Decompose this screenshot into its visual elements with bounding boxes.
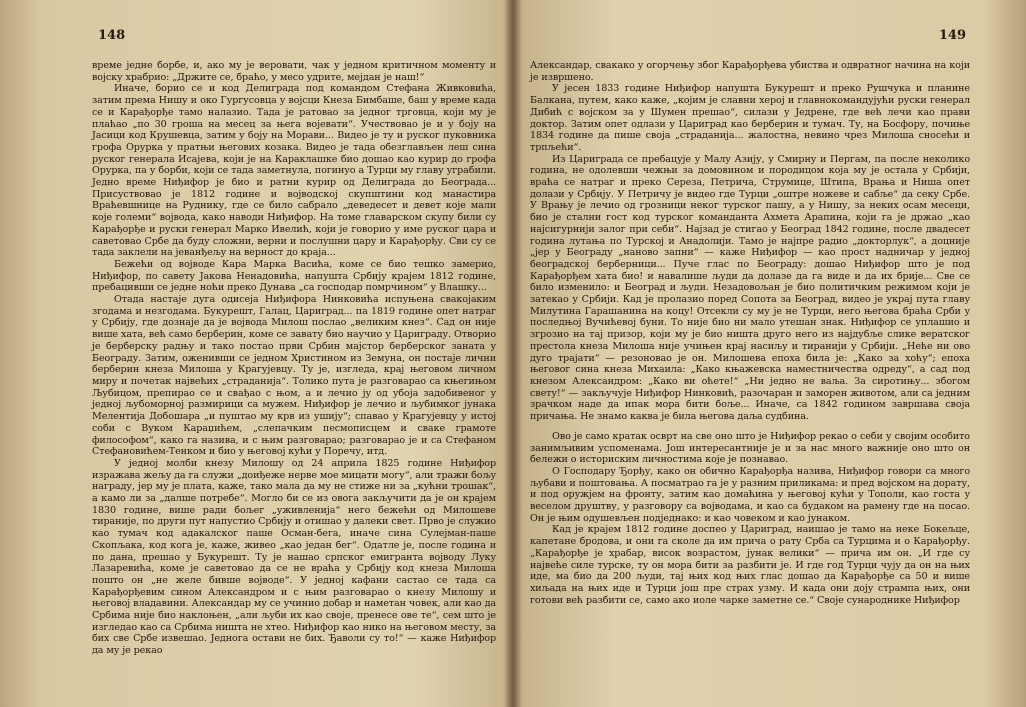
paragraph: У јесен 1833 године Ниђифор напушта Букурешт и преко Рушчука и планине Балкана, путем, како каже, „којим је славни херој и главнокомандујући руски генерал Дибић с војском за у Шумен прешао“, силази у Једрене, где већ лечи као прави доктор. Затим опет одлази у Цариград као берберин и тумач. Ту, на Босфору, почиње 1834 године да пише своја „страданија... жалостна, невино чрез Милоша сносећи и трпљећи“. — [530, 83, 970, 153]
paragraph: Иначе, борио се и код Делиграда под командом Стефана Живковића, затим према Нишу и око Гургусовца у војсци Кнеза Бимбаше, баш у време када се и Карађорђе тамо налазио. Тада је ратовао за једног трговца, који му је плаћао „по 30 гроша на месец за њега војевати“. Учествовао је и у боју на Јасици код Крушевца, затим у бoју на Морави... Видео је ту и руског пуковника грофа Орурка у пратњи његових козака. Видео је тада обезглављен леш сина руског генерала Исајева, који је на Караклашке био дошао као курир до грофа Орурка, па у борби, који се тада заметнула, погинуо а Турци му главу уграбили. Једно време Ниђифор је био и ратни курир од Делиграда до Београда... Присуствовао је 1812 године и војводској скупштини код манастира Враћевшнице на Руднику, где се било сабрало „деведесет и девет које мали које големи“ војвода, како наводи Ниђифор. На томе главарском скупу били су Карађорђе и руски генерал Марко Ивелић, који је говорио у име руског цара и саветовао Србе да буду сложни, верни и послушни цару и Карађорђу. Сви су се тада заклели на јеванђељу на верност до краја... — [92, 83, 496, 259]
left-page — [92, 22, 496, 695]
paragraph: Из Цариграда се пребацује у Малу Азију, у Смирну и Пергам, па после неколико година, не одолевши чежњи за домовином и породицом која му је остала у Србији, враћа се натраг и преко Сереза, Петрича, Струмице, Штипа, Врања и Ниша опет долази у Србију. У Петричу је видео где Турци „оштре ножеве и сабље“ да секу Србе. У Врању је лечио од грозници неког турског пашу, а у Нишу, за неких осам месеци, био је стални гост код турског команданта Ахмета Арапина, који га је држао „као најсигурнији залог при себи“. Најзад је стигао у Београд 1842 године, после двадесет година лутања по Турској и Анадолији. Тамо је најпре радио „докторлук“, а доцније „јер у Београду „наново запни“ — каже Ниђифор — као прост надничар у једној београдској берберници... Пуче глас по Београду: дошао Ниђифор што је под Карађорђем хата био! и навалише људи да долазе да га виде и да их брије... Све се било изменило: и Београд и људи. Незадовољан је био политичким режимом који је затекао у Србији. Кад је пролазио поред Сопота за Београд, видео је украј пута главу Милутина Гарашанина на коцу! Отсекли су му је не Турци, него његова браћа Срби у последњој Вучићевој буни. То није био ни мало утешан знак. Ниђифор се уплашио и згрозио на тај призор, који му је био ништа друго него из најдубље слике вератског престола кнеза Милоша није учињен крај насиљу и тиранији у Србији. „Неће ни ово дуго трајати“ — резоновао је он. Милошева епоха била је: „Како за хоћу“; епоха његовог сина кнеза Михаила: „Како књажевска наместничества одреду“, а сад под кнезом Александром: „Како ви оћете!“ „Ни једно не ваља. За сиротињу... збогом свету!“ — закључује Ниђифор Нинковић, разочаран и заморен животом, али са једним зрачком наде да ипак мора бити боље... Иначе, са 1842 годином завршава своја причања. Не знамо каква је била његова даља судбина. — [530, 153, 970, 423]
right-page-body — [530, 60, 970, 606]
paragraph: У једној молби кнезу Милошу од 24 априла 1825 године Ниђифор изражава жељу да га служи „доиђеже нерве мое мицати могу“, али тражи бољу награду, јер му је плата, каже, тако мала да му не стиже ни за „кућни трошак“, а камо ли за „далше потребе“. Могло би се из овога закључити да је он крајем 1830 године, више ради бољег „уживленија“ него бежећи од Милошеве тираније, по други пут напустио Србију и отишао у далеки свет. Прво је служио као тумач код адакалског паше Осман-бега, иначе сина Сулејман-паше Скопљака, код кога је, каже, живео „као један бег“. Одатле је, после година и по дана, прешао у Букурешт. Ту је нашао српског емигранта војводу Луку Лазаревића, коме је саветовао да се не враћа у Србију код кнеза Милоша пошто он „не желе бивше војводе“. У једној кафани састао се тада са Карађорђевим сином Александром и с њим разговарао о кнезу Милошу и његовој владавини. Александар му се учинио добар и наметан човек, али као да Србима није био наклоњен, „али љуби их као своје, пренесе ове те“, сем што је изгледао као са Србима ништа не хтео. Ниђифор као нико на његовом месту, за бих све Србе извешао. Једнога остави не бих. Ђаволи су то!“ — каже Ниђифор да му је рекао — [92, 457, 497, 657]
paragraph: Отада настаје дуга одисеја Ниђифора Нинковића испуњена свакојаким згодама и незгодама. Букурешт, Галац, Цариград... па 1819 године опет натраг у Србију, где дознаје да је војвода Милош послао „великим кнез“. Сад он није више хата, већ само берберин, коме се завату био научио у Цариграду. Отворио је берберску радњу и тако постао први Србин мајстор берберског заната у Београду. Затим, оженивши се једном Христином из Земуна, он постаје лични берберин кнеза Милоша у Крагујевцу. Ту је, изгледа, крај његовом личном миру и почетак највећих „страданија“. Толико пута је разговарао са књегињом Љубицом, препирао се и свађао с њом, а и лечио ју од убоја задобивеног у једној љубоморној размирици са мужем. Ниђифор је лечио и љубимког јунака Мелентија Добошара „и пуштао му крв из ушију“; спавао у Крагујевцу у истој соби с Вуком Караџићем, „слепачким песмописцем и сваке грамоте философом“, како га назива, и с њим разговарао; разговарао је и са Стефаном Стефановићем-Тенком и био у његовој кући у Поречу, итд. — [92, 294, 496, 458]
paragraph: Кад је крајем 1812 године доспео у Цариград, наишао је тамо на неке Бокељце, капетане бродова, и они га сколе да им прича о рату Срба са Турцима и о Карађорђу. „Карађорђе је храбар, висок возрастом, јунак велики“ — прича им он. „И где су највеће силе турске, ту он мора бити за разбити је. И где год Турци чују да он на њих иде, ма био да 200 људи, тај њих код њих глас дошао да Карађорђе са 50 и више хиљада на њих иде и Турци још пре страх узму. И када они доју стрампа њих, они готови већ разбити се, само ако иоле чарке заметне се.“ Своје сународнике Ниђифор — [530, 524, 970, 606]
paragraph: време једне борбе, и, ако му је веровати, чак у једном критичном моменту и војску храбрио: „Држите се, браћо, у месо удрите, мејдан је наш!“ — [92, 60, 496, 83]
paragraph: Ово је само кратак осврт на све оно што је Ниђифор рекао о себи у својим особито занимљивим успоменама. Још интересантније је и за нас много важније оно што он бележи о историским личностима које је познавао. — [530, 430, 970, 466]
left-page-number: 148 — [98, 28, 126, 43]
paragraph: Александар, свакако у огорчењу због Карађорђева убиства и одвратног начина на који је извршено. — [530, 60, 970, 83]
right-page-number: 149 — [938, 28, 966, 43]
right-page — [530, 22, 970, 695]
paragraph: О Господару Ђорђу, како он обично Карађорђа назива, Ниђифор говори са много љубави и поштовања. А посматрао га је у разним приликама: и пред војском на дорату, и под оружјем на фронту, затим као домаћина у његовој кући у Тополи, као госта у веселом друштву, у разговору са војводама, и као са будаком на рамену где на посао. Он је њим одушевљен подједнако: и као човеком и као јунаком. — [530, 465, 970, 524]
book-gutter — [505, 0, 521, 707]
paragraph: Бежећи од војводе Кара Марка Васића, коме се био тешко замерио, Ниђифор, по савету Јакова Ненадовића, напушта Србију крајем 1812 године, пребацивши се једне ноћи преко Дунава „са господар помрчином“ у Влашку... — [92, 258, 496, 294]
left-page-body — [92, 60, 496, 657]
